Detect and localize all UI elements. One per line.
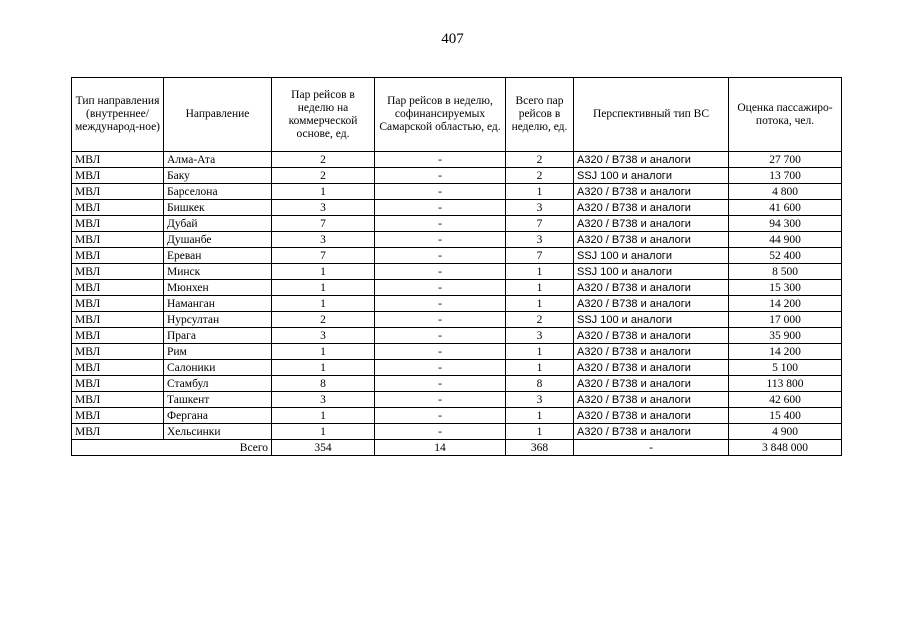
table-row	[72, 296, 842, 312]
cell-cofinanced: -	[375, 376, 506, 392]
cell-direction: Минск	[164, 264, 272, 280]
cell-cofinanced: -	[375, 216, 506, 232]
cell-direction: Ташкент	[164, 392, 272, 408]
cell-direction: Ереван	[164, 248, 272, 264]
cell-type: МВЛ	[72, 392, 164, 408]
table-row	[72, 248, 842, 264]
cell-cofinanced: -	[375, 280, 506, 296]
page-number: 407	[441, 31, 464, 47]
table-row	[72, 264, 842, 280]
cell-passengers: 113 800	[729, 376, 842, 392]
cell-commercial: 3	[272, 392, 375, 408]
cell-cofinanced: -	[375, 248, 506, 264]
cell-type: МВЛ	[72, 360, 164, 376]
cell-total: 3	[506, 392, 574, 408]
cell-type: МВЛ	[72, 344, 164, 360]
cell-type: МВЛ	[72, 168, 164, 184]
cell-direction: Бишкек	[164, 200, 272, 216]
cell-direction: Душанбе	[164, 232, 272, 248]
cell-type: МВЛ	[72, 184, 164, 200]
cell-cofinanced: -	[375, 424, 506, 440]
cell-passengers: 52 400	[729, 248, 842, 264]
header-passengers: Оценка пассажиро-потока, чел.	[729, 78, 842, 152]
cell-aircraft: A320 / B738 и аналоги	[574, 408, 729, 424]
cell-passengers: 14 200	[729, 344, 842, 360]
cell-cofinanced: -	[375, 152, 506, 168]
cell-total: 1	[506, 280, 574, 296]
cell-total: 8	[506, 376, 574, 392]
table-row	[72, 216, 842, 232]
cell-commercial: 3	[272, 232, 375, 248]
cell-commercial: 2	[272, 312, 375, 328]
cell-total: 2	[506, 152, 574, 168]
cell-cofinanced: -	[375, 264, 506, 280]
cell-passengers: 14 200	[729, 296, 842, 312]
cell-cofinanced: -	[375, 184, 506, 200]
cell-cofinanced: -	[375, 296, 506, 312]
cell-aircraft: A320 / B738 и аналоги	[574, 200, 729, 216]
cell-aircraft: A320 / B738 и аналоги	[574, 392, 729, 408]
cell-cofinanced: -	[375, 168, 506, 184]
cell-cofinanced: -	[375, 392, 506, 408]
cell-passengers: 27 700	[729, 152, 842, 168]
totals-row	[72, 440, 842, 456]
header-aircraft: Перспективный тип ВС	[574, 78, 729, 152]
cell-direction: Барселона	[164, 184, 272, 200]
table-row	[72, 232, 842, 248]
cell-type: МВЛ	[72, 328, 164, 344]
cell-passengers: 42 600	[729, 392, 842, 408]
table-row	[72, 344, 842, 360]
cell-passengers: 15 400	[729, 408, 842, 424]
cell-passengers: 13 700	[729, 168, 842, 184]
cell-commercial: 7	[272, 248, 375, 264]
cell-direction: Нурсултан	[164, 312, 272, 328]
cell-cofinanced: -	[375, 344, 506, 360]
totals-passengers: 3 848 000	[729, 440, 842, 456]
cell-cofinanced: -	[375, 360, 506, 376]
cell-type: МВЛ	[72, 312, 164, 328]
cell-commercial: 1	[272, 296, 375, 312]
cell-type: МВЛ	[72, 232, 164, 248]
header-type: Тип направления (внутреннее/ международ-ное)	[72, 78, 164, 152]
cell-passengers: 17 000	[729, 312, 842, 328]
cell-total: 7	[506, 216, 574, 232]
cell-cofinanced: -	[375, 232, 506, 248]
cell-passengers: 44 900	[729, 232, 842, 248]
cell-type: МВЛ	[72, 216, 164, 232]
cell-passengers: 8 500	[729, 264, 842, 280]
cell-type: МВЛ	[72, 376, 164, 392]
totals-total: 368	[506, 440, 574, 456]
cell-commercial: 1	[272, 360, 375, 376]
cell-commercial: 1	[272, 424, 375, 440]
cell-direction: Алма-Ата	[164, 152, 272, 168]
cell-total: 3	[506, 328, 574, 344]
table-row	[72, 376, 842, 392]
cell-total: 1	[506, 264, 574, 280]
table-header	[72, 78, 842, 152]
cell-commercial: 7	[272, 216, 375, 232]
cell-commercial: 1	[272, 184, 375, 200]
cell-type: МВЛ	[72, 408, 164, 424]
cell-total: 1	[506, 360, 574, 376]
cell-aircraft: SSJ 100 и аналоги	[574, 248, 729, 264]
routes-table	[71, 77, 842, 456]
cell-total: 2	[506, 168, 574, 184]
cell-direction: Прага	[164, 328, 272, 344]
cell-commercial: 3	[272, 200, 375, 216]
cell-direction: Стамбул	[164, 376, 272, 392]
cell-direction: Мюнхен	[164, 280, 272, 296]
cell-commercial: 2	[272, 152, 375, 168]
cell-passengers: 5 100	[729, 360, 842, 376]
cell-commercial: 1	[272, 408, 375, 424]
cell-cofinanced: -	[375, 328, 506, 344]
cell-direction: Баку	[164, 168, 272, 184]
cell-direction: Наманган	[164, 296, 272, 312]
cell-aircraft: A320 / B738 и аналоги	[574, 328, 729, 344]
cell-total: 2	[506, 312, 574, 328]
cell-type: МВЛ	[72, 152, 164, 168]
cell-commercial: 1	[272, 344, 375, 360]
cell-total: 3	[506, 232, 574, 248]
cell-type: МВЛ	[72, 248, 164, 264]
cell-passengers: 35 900	[729, 328, 842, 344]
cell-passengers: 94 300	[729, 216, 842, 232]
cell-direction: Салоники	[164, 360, 272, 376]
table-row	[72, 200, 842, 216]
cell-aircraft: A320 / B738 и аналоги	[574, 360, 729, 376]
header-row	[72, 78, 842, 152]
header-direction: Направление	[164, 78, 272, 152]
cell-type: МВЛ	[72, 264, 164, 280]
cell-direction: Дубай	[164, 216, 272, 232]
cell-passengers: 4 800	[729, 184, 842, 200]
table-row	[72, 184, 842, 200]
table-row	[72, 168, 842, 184]
cell-total: 1	[506, 408, 574, 424]
cell-type: МВЛ	[72, 200, 164, 216]
header-cofinanced: Пар рейсов в неделю, софинансируемых Самарской областью, ед.	[375, 78, 506, 152]
table-row	[72, 424, 842, 440]
cell-total: 1	[506, 296, 574, 312]
cell-commercial: 3	[272, 328, 375, 344]
table-row	[72, 280, 842, 296]
table-row	[72, 392, 842, 408]
cell-aircraft: A320 / B738 и аналоги	[574, 424, 729, 440]
totals-aircraft: -	[574, 440, 729, 456]
cell-aircraft: SSJ 100 и аналоги	[574, 264, 729, 280]
cell-total: 3	[506, 200, 574, 216]
cell-commercial: 2	[272, 168, 375, 184]
cell-aircraft: A320 / B738 и аналоги	[574, 296, 729, 312]
cell-type: МВЛ	[72, 296, 164, 312]
totals-label: Всего	[72, 440, 272, 456]
table-body	[72, 152, 842, 456]
cell-aircraft: SSJ 100 и аналоги	[574, 312, 729, 328]
cell-aircraft: SSJ 100 и аналоги	[574, 168, 729, 184]
cell-direction: Рим	[164, 344, 272, 360]
cell-cofinanced: -	[375, 312, 506, 328]
header-commercial: Пар рейсов в неделю на коммерческой основе, ед.	[272, 78, 375, 152]
table-row	[72, 312, 842, 328]
table-row	[72, 408, 842, 424]
cell-aircraft: A320 / B738 и аналоги	[574, 344, 729, 360]
cell-aircraft: A320 / B738 и аналоги	[574, 232, 729, 248]
table-row	[72, 152, 842, 168]
cell-type: МВЛ	[72, 424, 164, 440]
table-row	[72, 328, 842, 344]
cell-cofinanced: -	[375, 200, 506, 216]
cell-aircraft: A320 / B738 и аналоги	[574, 216, 729, 232]
cell-type: МВЛ	[72, 280, 164, 296]
cell-commercial: 1	[272, 280, 375, 296]
cell-aircraft: A320 / B738 и аналоги	[574, 376, 729, 392]
cell-passengers: 41 600	[729, 200, 842, 216]
cell-direction: Хельсинки	[164, 424, 272, 440]
totals-commercial: 354	[272, 440, 375, 456]
cell-direction: Фергана	[164, 408, 272, 424]
cell-aircraft: A320 / B738 и аналоги	[574, 184, 729, 200]
cell-commercial: 1	[272, 264, 375, 280]
header-total: Всего пар рейсов в неделю, ед.	[506, 78, 574, 152]
cell-total: 1	[506, 424, 574, 440]
cell-cofinanced: -	[375, 408, 506, 424]
cell-passengers: 15 300	[729, 280, 842, 296]
cell-total: 7	[506, 248, 574, 264]
cell-aircraft: A320 / B738 и аналоги	[574, 280, 729, 296]
cell-aircraft: A320 / B738 и аналоги	[574, 152, 729, 168]
cell-total: 1	[506, 184, 574, 200]
cell-total: 1	[506, 344, 574, 360]
totals-cofinanced: 14	[375, 440, 506, 456]
table-row	[72, 360, 842, 376]
cell-passengers: 4 900	[729, 424, 842, 440]
cell-commercial: 8	[272, 376, 375, 392]
